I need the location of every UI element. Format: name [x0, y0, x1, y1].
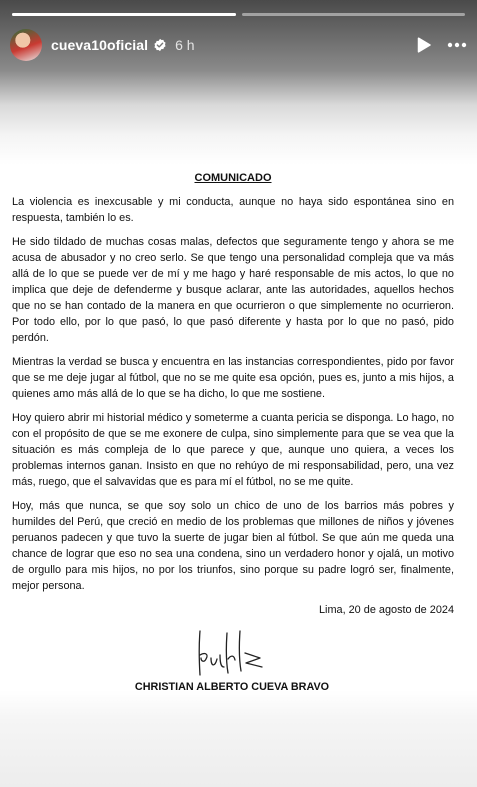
- document-title: COMUNICADO: [194, 172, 272, 184]
- play-icon[interactable]: [417, 37, 431, 53]
- avatar[interactable]: [10, 29, 42, 61]
- story-header: [10, 28, 467, 62]
- document-date: Lima, 20 de agosto de 2024: [318, 604, 454, 616]
- statement-document: [12, 170, 454, 618]
- story-progress-fill: [12, 13, 236, 16]
- paragraph: Hoy, más que nunca, se que soy solo un chico de uno de los barrios más pobres y humildes del Perú, que creció en medio de los problemas que millones de niños y jóvenes peruanos padecen y que tuvo la suerte de jugar bien al fútbol. Se que aún me queda una chance de lograr que eso no sea una condena, sino un verdadero honor y ojalá, un motivo de orgullo para mis hijos, no por los triunfos, sino porque su padre logró ser, finalmente, mejor persona.: [12, 500, 454, 592]
- story-progress-segment: [242, 13, 466, 16]
- post-time: 6 h: [175, 37, 195, 53]
- story-progress-segment: [12, 13, 236, 16]
- paragraph: La violencia es inexcusable y mi conducta, aunque no haya sido espontánea sino en respuesta, también lo es.: [12, 196, 454, 224]
- paragraph: He sido tildado de muchas cosas malas, defectos que seguramente tengo y ahora se me acusa de abusador y no creo serlo. Se que tengo una personalidad compleja que va más allá de lo que se puede ver de mí y me hago y haré responsable de mis actos, lo que no implica que deje de defenderme y busque aclarar, ante las autoridades, aquellos hechos que no se han contado de la manera en que ocurrieron o que simplemente no ocurrieron. Por todo ello, por lo que pasó, lo que pasó diferente y hasta por lo que no pasó, pido perdón.: [12, 236, 454, 344]
- username[interactable]: cueva10oficial: [51, 37, 149, 53]
- handwritten-signature: [190, 625, 280, 681]
- more-options-icon[interactable]: [447, 42, 467, 48]
- signatory-name: CHRISTIAN ALBERTO CUEVA BRAVO: [134, 681, 330, 693]
- paragraph: Hoy quiero abrir mi historial médico y someterme a cuanta pericia se disponga. Lo hago, no con el propósito de que se me exonere de culpa, sino simplemente para que se vea que la situación es más compleja de lo que parece y que, aunque uno quiera, a veces los problemas internos ganan. Insisto en que no rehúyo de mi responsabilidad, pero, una vez más, ruego, que el salvavidas que es para mí el fútbol, no se me quite.: [12, 412, 454, 488]
- paragraph: Mientras la verdad se busca y encuentra en las instancias correspondientes, pido por favor que se me deje jugar al fútbol, que no se me quite esa opción, pues es, junto a mis hijos, a quienes amo más allá de lo que se ha dicho, lo que me sostiene.: [12, 356, 454, 400]
- verified-badge-icon: [153, 38, 167, 52]
- story-progress-bar: [12, 13, 465, 16]
